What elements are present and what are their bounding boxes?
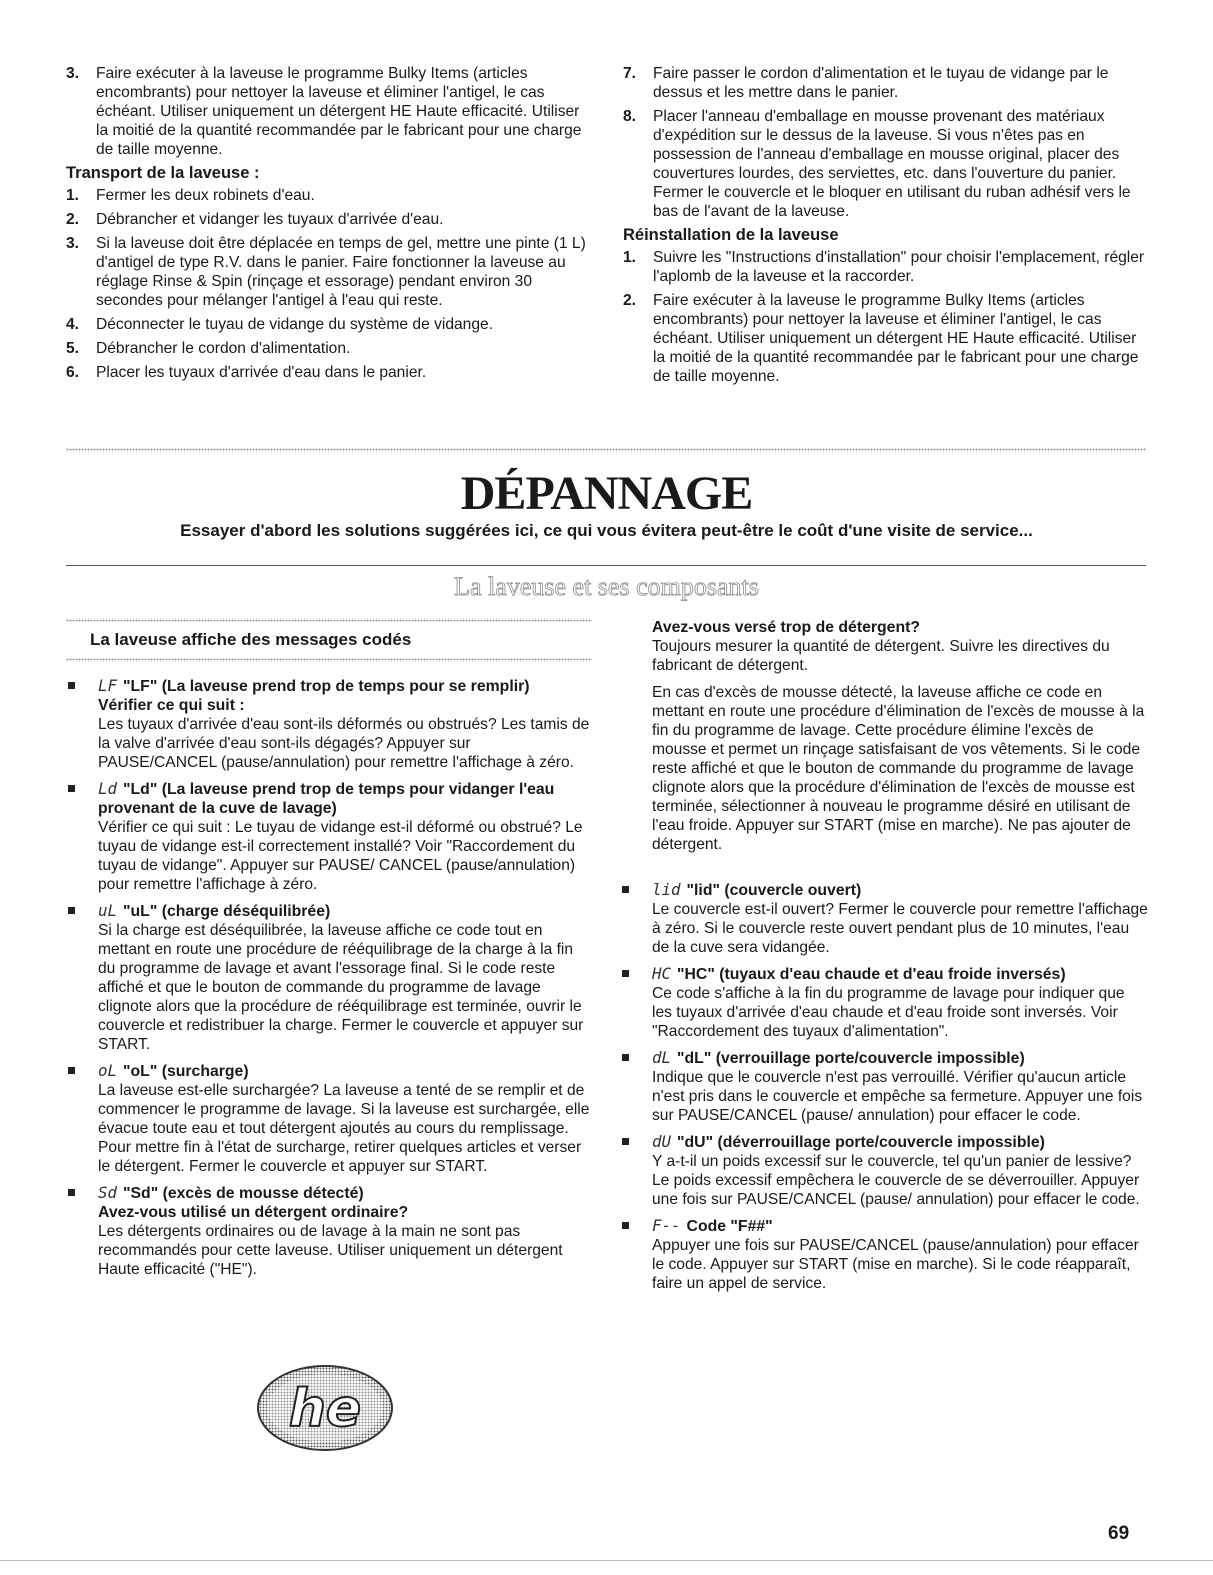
- code-entry-sd: [66, 1183, 592, 1279]
- code-heading: "Ld" (La laveuse prend trop de temps pour vidanger l'eau provenant de la cuve de lavage): [98, 781, 555, 817]
- list-item: 6. Placer les tuyaux d'arrivée d'eau dans le panier.: [66, 364, 427, 381]
- code-heading: "lid" (couvercle ouvert): [686, 882, 862, 899]
- code-body: Ce code s'affiche à la fin du programme de lavage pour indiquer que les tuyaux d'arrivée d'eau chaude et d'eau froide sont inversés. Voir "Raccordement des tuyaux d'alimentation".: [652, 985, 1125, 1040]
- code-entry-f: [620, 1216, 1148, 1293]
- code-heading: "dL" (verrouillage porte/couvercle impossible): [677, 1050, 1025, 1067]
- transport-heading: Transport de la laveuse :: [66, 164, 260, 182]
- he-logo-icon: [256, 1364, 394, 1452]
- display-code-icon: Sd: [98, 1183, 118, 1202]
- right-codes-column: [652, 618, 1148, 862]
- display-code-icon: uL: [98, 901, 118, 920]
- display-code-icon: HC: [652, 964, 672, 983]
- code-body: La laveuse est-elle surchargée? La laveuse a tenté de se remplir et de commencer le programme de lavage. Si la laveuse est surchargée, elle évacue toute eau et tout détergent ajoutés au cours du remplissage. Pour mettre fin à l'état de surcharge, retirer quelques articles et verser le détergent. Fermer le couvercle et appuyer sur START.: [98, 1082, 590, 1175]
- code-heading: Code "F##": [686, 1218, 773, 1235]
- page-number: 69: [1108, 1523, 1130, 1544]
- code-entry-ld: [66, 779, 592, 894]
- code-entry-lf: [66, 676, 592, 772]
- box-top-border: [66, 619, 592, 622]
- code-entry-ol: [66, 1061, 592, 1176]
- bullet-icon: [68, 907, 75, 914]
- reinstall-heading: Réinstallation de la laveuse: [623, 226, 839, 244]
- code-body: Appuyer une fois sur PAUSE/CANCEL (pause/annulation) pour effacer le code. Appuyer sur START (mise en marche). Si le code réapparaît, faire un appel de service.: [652, 1237, 1139, 1292]
- code-entry-hc: [620, 964, 1148, 1041]
- code-heading: "oL" (surcharge): [123, 1063, 249, 1080]
- code-entry-lid: [620, 880, 1148, 957]
- code-entry-du: [620, 1132, 1148, 1209]
- code-body: Le couvercle est-il ouvert? Fermer le couvercle pour remettre l'affichage à zéro. Si le couvercle reste ouvert pendant plus de 10 minutes, l'eau de la cuve sera vidangée.: [652, 901, 1148, 956]
- list-item: 2. Faire exécuter à la laveuse le programme Bulky Items (articles encombrants) pour nettoyer la laveuse et éliminer l'antigel, le cas échéant. Utiliser uniquement un détergent HE Haute efficacité. Utiliser la moitié de la quantité recommandée par le fabricant pour une charge de taille moyenne.: [623, 292, 1139, 385]
- code-body: Si la charge est déséquilibrée, la laveuse affiche ce code tout en mettant en route une procédure de rééquilibrage de la charge à la fin du programme de lavage et avant l'essorage final. Si le code reste affiché et que le bouton de commande du programme de lavage clignote alors que la procédure de rééquilibrage est terminée, ouvrir le couvercle et redistribuer la charge. Fermer le couvercle et appuyer sur START.: [98, 922, 584, 1053]
- page-title: DÉPANNAGE: [460, 467, 753, 520]
- code-subheading: Avez-vous utilisé un détergent ordinaire?: [98, 1204, 409, 1221]
- code-heading: "uL" (charge déséquilibrée): [123, 903, 331, 920]
- code-entry-ul: [66, 901, 592, 1054]
- display-code-icon: dL: [652, 1048, 672, 1067]
- svg-text:he: he: [288, 1379, 362, 1439]
- bullet-icon: [622, 1222, 629, 1229]
- display-code-icon: LF: [98, 676, 118, 695]
- codes-box-title: La laveuse affiche des messages codés: [90, 630, 412, 649]
- code-subheading: Vérifier ce qui suit :: [98, 697, 245, 714]
- display-code-icon: Ld: [98, 779, 118, 798]
- list-item: 2. Débrancher et vidanger les tuyaux d'arrivée d'eau.: [66, 211, 444, 228]
- detergent-advice: Toujours mesurer la quantité de détergent. Suivre les directives du fabricant de détergent.: [652, 638, 1110, 674]
- code-heading: "dU" (déverrouillage porte/couvercle impossible): [677, 1134, 1045, 1151]
- bullet-icon: [622, 1054, 629, 1061]
- reinstall-list: [623, 248, 1145, 386]
- dotted-divider: [66, 448, 1146, 451]
- section-title: La laveuse et ses composants: [454, 572, 759, 601]
- list-item: 3. Si la laveuse doit être déplacée en temps de gel, mettre une pinte (1 L) d'antigel de type R.V. dans le panier. Faire fonctionner la laveuse au réglage Rinse & Spin (rinçage et essorage) pendant environ 30 secondes pour mélanger l'antigel à l'eau qui reste.: [66, 235, 586, 309]
- code-heading: "HC" (tuyaux d'eau chaude et d'eau froide inversés): [677, 966, 1066, 983]
- bullet-icon: [68, 1067, 75, 1074]
- list-item: 8. Placer l'anneau d'emballage en mousse provenant des matériaux d'expédition sur le dessus de la laveuse. Si vous n'êtes pas en possession de l'anneau d'emballage en mousse original, placer des couvertures lourdes, des serviettes, etc. dans l'ouverture du panier. Fermer le couvercle et le bloquer en utilisant du ruban adhésif vers le bas de l'avant de la laveuse.: [623, 108, 1131, 220]
- footer-divider: [0, 1560, 1213, 1561]
- bullet-icon: [622, 886, 629, 893]
- transport-list: [66, 186, 586, 382]
- bullet-icon: [68, 1189, 75, 1196]
- code-body: Les détergents ordinaires ou de lavage à la main ne sont pas recommandés pour cette laveuse. Utiliser uniquement un détergent Haute efficacité ("HE").: [98, 1223, 563, 1278]
- prep-list: [66, 64, 586, 159]
- list-item: 1. Suivre les "Instructions d'installation" pour choisir l'emplacement, régler l'aplomb de la laveuse et la raccorder.: [623, 249, 1145, 285]
- code-entry-dl: [620, 1048, 1148, 1125]
- code-body: Vérifier ce qui suit : Le tuyau de vidange est-il déformé ou obstrué? Le tuyau de vidange est-il correctement installé? Voir "Raccordement du tuyau de vidange". Appuyer sur PAUSE/ CANCEL (pause/annulation) pour remettre l'affichage à zéro.: [98, 819, 583, 893]
- code-body: Indique que le couvercle n'est pas verrouillé. Vérifier qu'aucun article n'est pris dans le couvercle et empêche sa fermeture. Appuyer une fois sur PAUSE/CANCEL (pause/ annulation) pour effacer le code.: [652, 1069, 1143, 1124]
- top-right-column: [623, 64, 1145, 391]
- list-item: 4. Déconnecter le tuyau de vidange du système de vidange.: [66, 316, 494, 333]
- code-heading: "LF" (La laveuse prend trop de temps pour se remplir): [123, 678, 530, 695]
- top-left-column: [66, 64, 586, 387]
- code-heading: "Sd" (excès de mousse détecté): [123, 1185, 364, 1202]
- list-item: 7. Faire passer le cordon d'alimentation et le tuyau de vidange par le dessus et les mettre dans le panier.: [623, 65, 1109, 101]
- display-code-icon: dU: [652, 1132, 672, 1151]
- box-bottom-border: [66, 658, 592, 661]
- right-codes-list: [620, 880, 1148, 1300]
- detergent-question: Avez-vous versé trop de détergent?: [652, 619, 921, 636]
- bullet-icon: [68, 682, 75, 689]
- foam-procedure: En cas d'excès de mousse détecté, la laveuse affiche ce code en mettant en route une procédure d'élimination de l'excès de mousse à la fin du programme de lavage. Cette procédure élimine l'excès de mousse et permet un rinçage satisfaisant de vos vêtements. Si le code reste affiché et que le bouton de commande du programme de lavage clignote alors que la procédure d'élimination de l'excès de mousse est terminée, sélectionner à nouveau le programme désiré en utilisant de l'eau froide. Appuyer sur START (mise en marche). Ne pas ajouter de détergent.: [652, 684, 1145, 853]
- section-divider: [66, 565, 1146, 566]
- list-item: 1. Fermer les deux robinets d'eau.: [66, 187, 315, 204]
- code-body: Y a-t-il un poids excessif sur le couvercle, tel qu'un panier de lessive? Le poids excessif empêchera le couvercle de se déverrouiller. Appuyer une fois sur PAUSE/CANCEL (pause/ annulation) pour effacer le code.: [652, 1153, 1140, 1208]
- display-code-icon: lid: [652, 880, 681, 899]
- display-code-icon: F--: [652, 1216, 681, 1235]
- bullet-icon: [622, 970, 629, 977]
- list-item: 3. Faire exécuter à la laveuse le programme Bulky Items (articles encombrants) pour nettoyer la laveuse et éliminer l'antigel, le cas échéant. Utiliser uniquement un détergent HE Haute efficacité. Utiliser la moitié de la quantité recommandée par le fabricant pour une charge de taille moyenne.: [66, 65, 582, 158]
- display-code-icon: oL: [98, 1061, 118, 1080]
- code-body: Les tuyaux d'arrivée d'eau sont-ils déformés ou obstrués? Les tamis de la valve d'arrivée d'eau sont-ils dégagés? Appuyer sur PAUSE/CANCEL (pause/annulation) pour remettre l'affichage à zéro.: [98, 716, 590, 771]
- list-item: 5. Débrancher le cordon d'alimentation.: [66, 340, 351, 357]
- left-codes-column: [66, 676, 592, 1286]
- packing-list: [623, 64, 1145, 221]
- bullet-icon: [68, 785, 75, 792]
- bullet-icon: [622, 1138, 629, 1145]
- page-subtitle: Essayer d'abord les solutions suggérées ici, ce qui vous évitera peut-être le coût d'une visite de service...: [180, 521, 1033, 540]
